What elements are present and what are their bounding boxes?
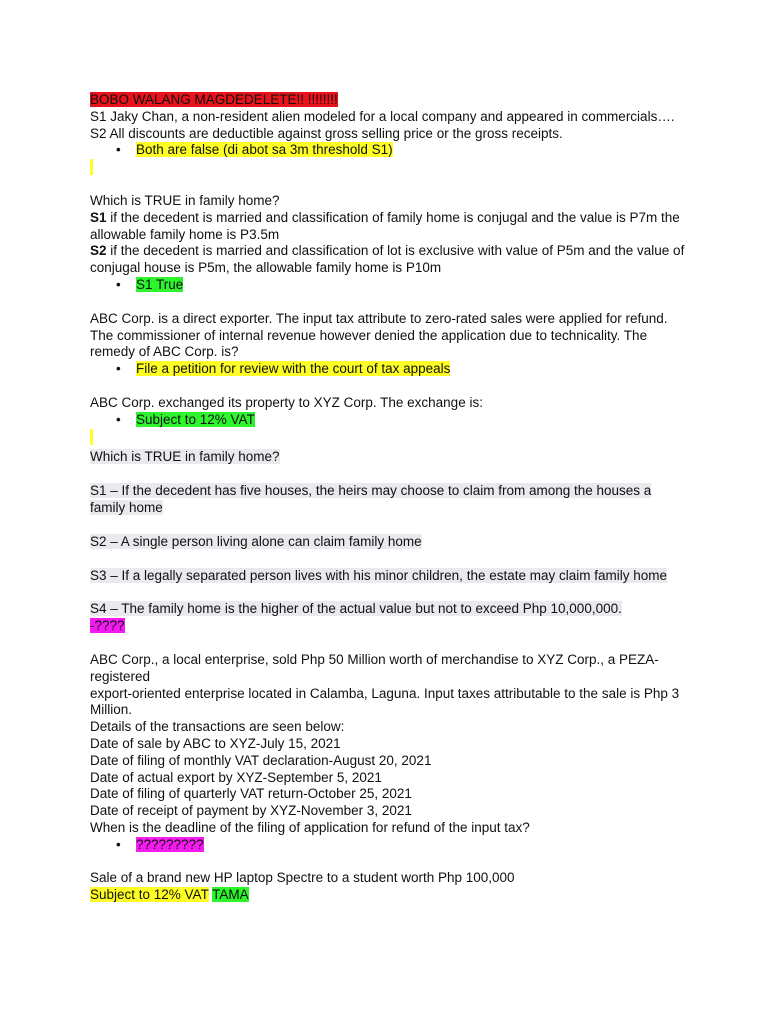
q6-detail-line: Date of actual export by XYZ-September 5, 2021 <box>90 769 382 785</box>
q6-detail-line: Date of filing of monthly VAT declaration-August 20, 2021 <box>90 752 432 768</box>
q2-s2-text: if the decedent is married and classification of lot is exclusive with value of P5m and the value of conjugal house is P5m, the allowable family home is P10m <box>90 243 685 276</box>
text-cursor-marker <box>90 159 93 175</box>
q4-answer: Subject to 12% VAT <box>136 411 255 427</box>
q6-details-heading: Details of the transactions are seen below: <box>90 719 345 735</box>
q2-question: Which is TRUE in family home? <box>90 192 280 208</box>
text-cursor-marker <box>90 429 93 445</box>
q2-answer-item <box>90 277 690 294</box>
q2-s2-label: S2 <box>90 243 107 259</box>
q6-answer: ????????? <box>136 836 204 852</box>
q4-question: ABC Corp. exchanged its property to XYZ Corp. The exchange is: <box>90 394 483 410</box>
q7-question: Sale of a brand new HP laptop Spectre to a student worth Php 100,000 <box>90 870 515 886</box>
q7-answer: Subject to 12% VAT <box>90 887 209 903</box>
q6-intro1: ABC Corp., a local enterprise, sold Php 50 Million worth of merchandise to XYZ Corp., a PEZA-registered <box>90 651 659 684</box>
q1-s1: S1 Jaky Chan, a non-resident alien modeled for a local company and appeared in commercials…. <box>90 108 675 124</box>
q6-question: When is the deadline of the filing of application for refund of the input tax? <box>90 819 530 835</box>
bullet-icon: • <box>116 142 121 158</box>
q1-s2: S2 All discounts are deductible against gross selling price or the gross receipts. <box>90 125 563 141</box>
q3-question: ABC Corp. is a direct exporter. The input tax attribute to zero-rated sales were applied for refund. The commissioner of internal revenue however denied the application due to technicality. The remedy of ABC Corp. is? <box>90 310 668 360</box>
q6-detail-line: Date of receipt of payment by XYZ-November 3, 2021 <box>90 803 412 819</box>
q4-answer-item <box>90 412 690 429</box>
q6-answer-item <box>90 837 690 854</box>
bullet-icon: • <box>116 411 121 427</box>
q2-s2 <box>90 243 690 277</box>
q2-answer: S1 True <box>136 276 184 292</box>
q5-s3: S3 – If a legally separated person lives with his minor children, the estate may claim family home <box>90 567 668 583</box>
document-body <box>90 92 690 904</box>
q3-answer: File a petition for review with the court of tax appeals <box>136 361 451 377</box>
q5-question: Which is TRUE in family home? <box>90 449 280 465</box>
q5-s4-mark: -???? <box>90 618 125 634</box>
banner-text: BOBO WALANG MAGDEDELETE!! !!!!!!!! <box>90 92 338 107</box>
q6-detail-line: Date of sale by ABC to XYZ-July 15, 2021 <box>90 735 341 751</box>
q5-s2: S2 – A single person living alone can claim family home <box>90 533 422 549</box>
q6-intro2: export-oriented enterprise located in Calamba, Laguna. Input taxes attributable to the sale is Php 3 Million. <box>90 685 680 718</box>
q3-answer-item <box>90 361 690 378</box>
q2-s1-label: S1 <box>90 209 107 225</box>
q7-verdict: TAMA <box>212 887 249 903</box>
q6-detail-line: Date of filing of quarterly VAT return-October 25, 2021 <box>90 786 412 802</box>
q2-s1 <box>90 210 690 244</box>
q1-answer: Both are false (di abot sa 3m threshold S1) <box>136 142 393 158</box>
bullet-icon: • <box>116 836 121 852</box>
q1-answer-item <box>90 142 690 159</box>
bullet-icon: • <box>116 276 121 292</box>
bullet-icon: • <box>116 361 121 377</box>
q5-s1: S1 – If the decedent has five houses, the heirs may choose to claim from among the houses a family home <box>90 483 652 515</box>
q5-s4: S4 – The family home is the higher of the actual value but not to exceed Php 10,000,000. <box>90 601 622 617</box>
q2-s1-text: if the decedent is married and classification of family home is conjugal and the value is P7m the allowable family home is P3.5m <box>90 209 680 242</box>
